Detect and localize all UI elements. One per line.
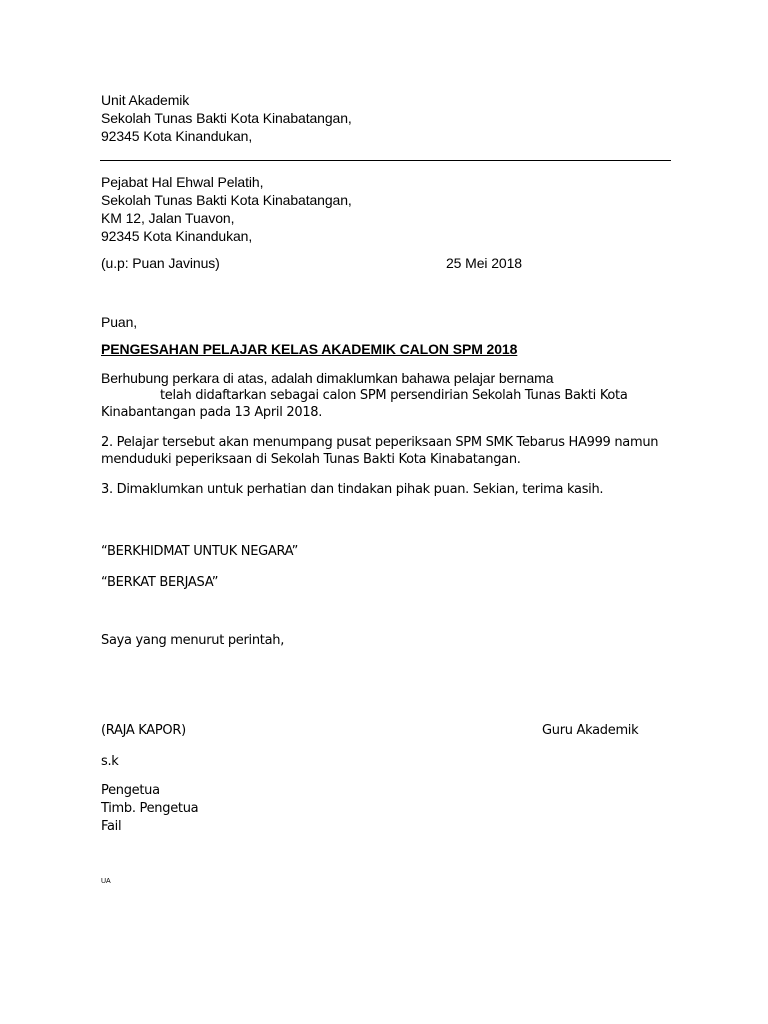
footer-reference-code: UA (101, 878, 111, 885)
sender-postcode: 92345 Kota Kinandukan, (101, 128, 253, 144)
para1-line2: telah didaftarkan sebagai calon SPM persendirian Sekolah Tunas Bakti Kota (160, 388, 628, 403)
recipient-school: Sekolah Tunas Bakti Kota Kinabatangan, (101, 192, 352, 208)
motto-primary: “BERKHIDMAT UNTUK NEGARA” (101, 544, 299, 559)
motto-secondary: “BERKAT BERJASA” (101, 575, 219, 590)
attention-line: (u.p: Puan Javinus) (101, 255, 220, 271)
letter-date: 25 Mei 2018 (446, 255, 522, 271)
para2-line2: menduduki peperiksaan di Sekolah Tunas Bakti Kota Kinabatangan. (101, 452, 521, 467)
para2-line1: 2. Pelajar tersebut akan menumpang pusat peperiksaan SPM SMK Tebarus HA999 namun (101, 435, 659, 450)
recipient-office: Pejabat Hal Ehwal Pelatih, (101, 174, 264, 190)
para1-line1: Berhubung perkara di atas, adalah dimaklumkan bahawa pelajar bernama (101, 370, 554, 386)
cc-item-file: Fail (101, 819, 122, 834)
closing-phrase: Saya yang menurut perintah, (101, 633, 285, 648)
cc-item-principal: Pengetua (101, 783, 160, 798)
header-divider (100, 160, 671, 161)
para1-line3: Kinabantangan pada 13 April 2018. (101, 405, 323, 420)
cc-label: s.k (101, 754, 119, 769)
letter-subject: PENGESAHAN PELAJAR KELAS AKADEMIK CALON SPM 2018 (101, 341, 518, 357)
para3: 3. Dimaklumkan untuk perhatian dan tindakan pihak puan. Sekian, terima kasih. (101, 482, 604, 497)
salutation: Puan, (101, 314, 138, 330)
cc-item-deputy: Timb. Pengetua (101, 801, 199, 816)
recipient-street: KM 12, Jalan Tuavon, (101, 210, 235, 226)
recipient-postcode: 92345 Kota Kinandukan, (101, 228, 253, 244)
signatory-role: Guru Akademik (542, 723, 639, 738)
signatory-name: (RAJA KAPOR) (101, 723, 186, 738)
sender-unit: Unit Akademik (101, 92, 190, 108)
sender-school: Sekolah Tunas Bakti Kota Kinabatangan, (101, 110, 352, 126)
